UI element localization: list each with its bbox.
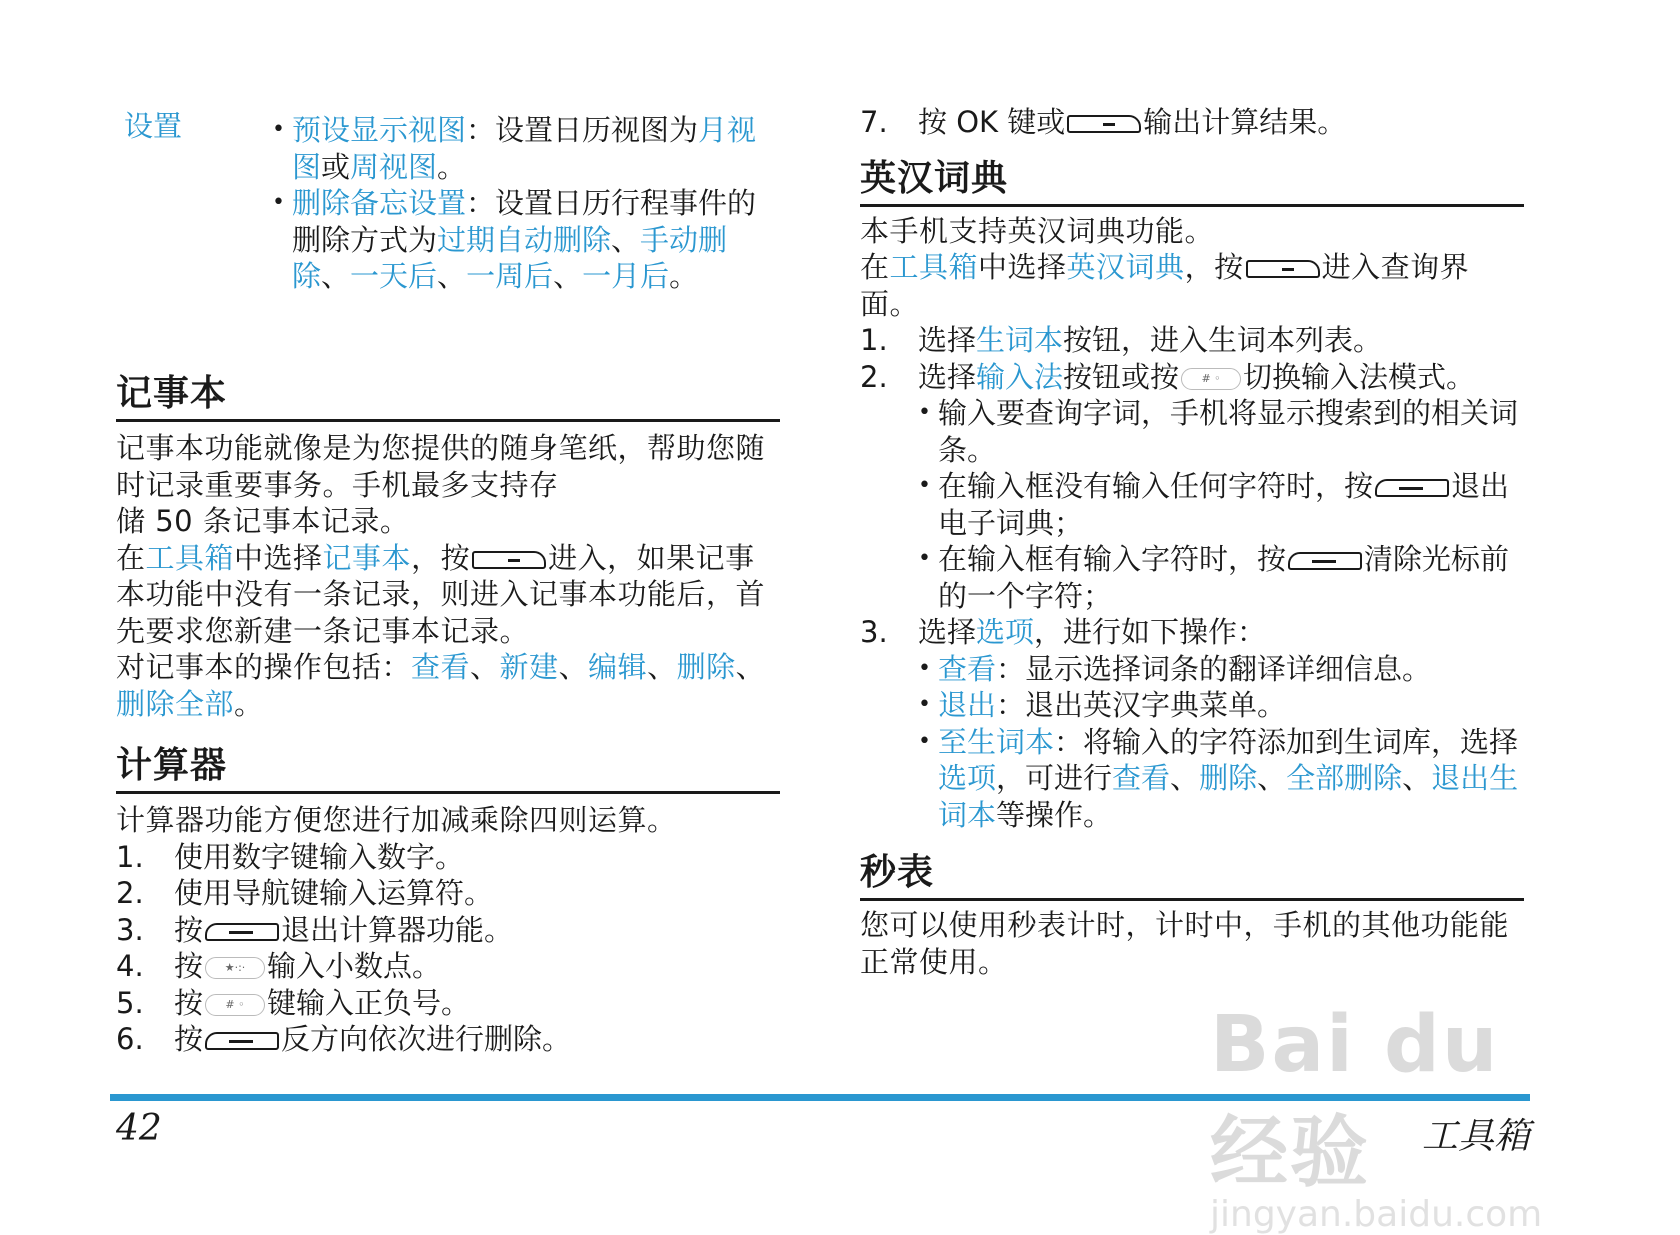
list-item: 2. 使用导航键输入运算符。 (116, 876, 494, 910)
paragraph: 在工具箱中选择英汉词典，按 进入查询界面。 (860, 250, 1470, 321)
settings-label: 设置 (124, 109, 183, 143)
right-softkey-icon (1067, 115, 1141, 133)
watermark (1210, 1000, 1590, 1235)
list-item: • 退出：退出英汉字典菜单。 (918, 688, 1287, 722)
list-item: 5. 按 # ◦ 键输入正负号。 (116, 985, 471, 1020)
settings-list (272, 112, 772, 295)
bullet-icon: • (918, 546, 931, 571)
hash-key-icon: # ◦ (1181, 368, 1241, 390)
bullet-icon: • (272, 117, 285, 142)
hash-key-icon: # ◦ (205, 994, 265, 1016)
list-item: • 预设显示视图：设置日历视图为月视图或周视图。 (272, 113, 757, 184)
paragraph: 对记事本的操作包括：查看、新建、编辑、删除、删除全部。 (116, 650, 766, 721)
list-item: • 输入要查询字词，手机将显示搜索到的相关词条。 (918, 396, 1519, 467)
bullet-icon: • (918, 655, 931, 681)
bullet-icon: • (918, 473, 931, 498)
bullet-icon: • (918, 728, 931, 754)
end-key-icon (205, 923, 279, 941)
star-key-icon: ★·:· (205, 957, 265, 979)
clear-key-icon (1288, 552, 1362, 570)
list-item: • 查看：显示选择词条的翻译详细信息。 (918, 651, 1432, 686)
paragraph: 记事本功能就像是为您提供的随身笔纸，帮助您随时记录重要事务。手机最多支持存 储 50 条记事本记录。 (116, 431, 766, 538)
term: 删除备忘设置 (292, 186, 467, 220)
list-item: 3. 选择选项，进行如下操作： (860, 615, 1267, 649)
right-softkey-icon (472, 551, 546, 569)
paragraph: 您可以使用秒表计时，计时中，手机的其他功能能正常使用。 (860, 908, 1510, 979)
list-item: 4. 按 ★·:· 输入小数点。 (116, 949, 442, 983)
list-item: • 在输入框有输入字符时，按 清除光标前的一个字符； (918, 542, 1510, 613)
list-item: • 删除备忘设置：设置日历行程事件的删除方式为过期自动删除、手动删除、一天后、一周后、一月后。 (272, 186, 757, 293)
watermark-logo: Bai du 经验 (1210, 1000, 1500, 1198)
end-key-icon (1375, 479, 1449, 497)
clear-key-icon (205, 1032, 279, 1050)
section-title-calculator: 计算器 (116, 742, 780, 794)
sub-list (860, 395, 1524, 614)
section-title-notebook: 记事本 (116, 370, 780, 422)
paragraph: 计算器功能方便您进行加减乘除四则运算。 (116, 803, 677, 837)
bullet-icon: • (918, 692, 931, 717)
term: 预设显示视图 (292, 113, 467, 147)
sub-list (860, 651, 1524, 834)
watermark-url: jingyan.baidu.com (1210, 1194, 1543, 1235)
list-item: 7. 按 OK 键或 输出计算结果。 (860, 105, 1347, 139)
list-item: 1. 使用数字键输入数字。 (116, 839, 465, 874)
left-column (116, 370, 780, 1058)
section-name: 工具箱 (1421, 1116, 1530, 1157)
bullet-icon: • (272, 190, 285, 215)
list-item: 3. 按 退出计算器功能。 (116, 912, 514, 947)
list-item: 1. 选择生词本按钮，进入生词本列表。 (860, 323, 1383, 357)
section-title-dictionary: 英汉词典 (860, 155, 1524, 207)
list-item: • 在输入框没有输入任何字符时，按 退出电子词典； (918, 469, 1510, 540)
list-item: 2. 选择输入法按钮或按 # ◦ 切换输入法模式。 (860, 359, 1476, 394)
right-softkey-icon (1246, 260, 1320, 278)
list-item: 6. 按 反方向依次进行删除。 (116, 1022, 572, 1056)
bullet-icon: • (918, 400, 931, 425)
list-item: • 至生词本：将输入的字符添加到生词库，选择选项，可进行查看、删除、全部删除、退出生词本等操作。 (918, 724, 1519, 832)
right-column (860, 104, 1524, 980)
paragraph: 本手机支持英汉词典功能。 (860, 213, 1215, 248)
paragraph: 在工具箱中选择记事本，按 进入，如果记事本功能中没有一条记录，则进入记事本功能后，首先要求您新建一条记事本记录。 (116, 540, 766, 648)
page-number: 42 (116, 1108, 162, 1149)
section-title-stopwatch: 秒表 (860, 849, 1524, 901)
